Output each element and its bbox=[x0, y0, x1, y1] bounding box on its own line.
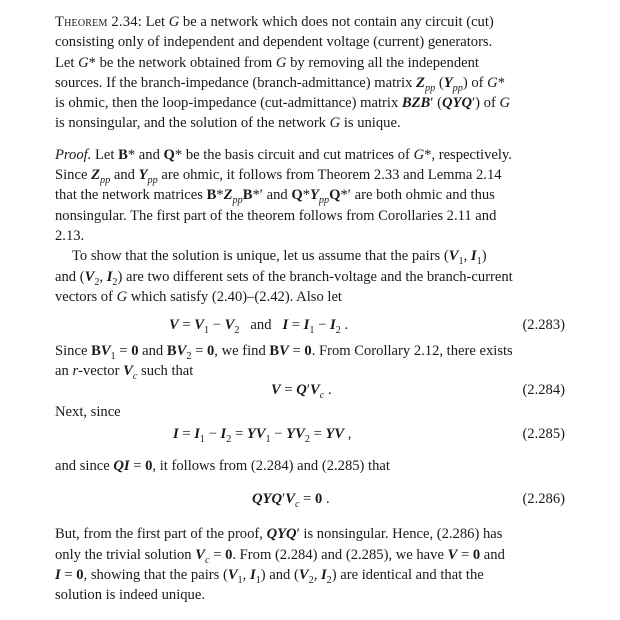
equation-number: (2.283) bbox=[522, 317, 565, 334]
proof-label: Proof. bbox=[55, 146, 92, 163]
proof-line-4: nonsingular. The first part of the theorem follows from Corollaries 2.11 and bbox=[55, 207, 497, 224]
theorem-line-3: Let G* be the network obtained from G by removing all the independent bbox=[55, 54, 479, 71]
equation-2-286 bbox=[55, 476, 565, 518]
equation-expression: $V = V_1 - V_2$ and $I = I_1 - I_2$ . bbox=[169, 317, 349, 337]
equation-expression: $I = I_1 - I_2 = YV_1 - YV_2$ = YV , bbox=[173, 426, 352, 445]
equation-2-283 bbox=[55, 307, 565, 341]
proof-line-2: Since $Z_{pp}$ and $Y_{pp}$ are ohmic, it follows from Theorem 2.33 and Lemma 2.14 bbox=[55, 167, 502, 186]
proof-para5-line-2: only the trivial solution $V_c = 0$. From (2.284) and (2.285), we have V = 0 and bbox=[55, 546, 505, 566]
proof-para5-line-4: solution is indeed unique. bbox=[55, 587, 205, 604]
equation-number: (2.286) bbox=[522, 491, 565, 508]
proof-line-1: Proof. Let B* and Q* be the basis circuit and cut matrices of G*, respectively. bbox=[55, 146, 512, 163]
theorem-label: Theorem 2.34: bbox=[55, 14, 142, 30]
proof-line-3: that the network matrices $B*Z_{pp}B*'$ and $Q*Y_{pp}Q*'$ are both ohmic and thus bbox=[55, 187, 495, 207]
theorem-line-2: consisting only of independent and dependent voltage (current) generators. bbox=[55, 34, 493, 51]
theorem-block bbox=[55, 12, 565, 134]
equation-expression: $QYQ'V_c = 0$ . bbox=[252, 491, 330, 511]
proof-para2-line-2: and ($V_2$, $I_2$) are two different sets of the branch-voltage and the branch-current bbox=[55, 268, 513, 288]
proof-line-5: 2.13. bbox=[55, 227, 85, 244]
proof-para5-line-1: But, from the first part of the proof, QYQ′ is nonsingular. Hence, (2.286) has bbox=[55, 526, 503, 543]
proof-para3-line-1: Since $BV_1 = 0$ and $BV_2 = 0$, we find BV = 0. From Corollary 2.12, there exists bbox=[55, 343, 513, 363]
equation-2-284 bbox=[55, 378, 565, 402]
proof-block bbox=[55, 145, 565, 307]
proof-para2-line-3: vectors of G which satisfy (2.40)–(2.42). Also let bbox=[55, 288, 342, 305]
proof-para4-line-1: and since QI = 0, it follows from (2.284) and (2.285) that bbox=[55, 458, 390, 475]
proof-para5-line-3: I = 0, showing that the pairs ($V_1$, $I_1$) and ($V_2$, $I_2$) are identical and that the bbox=[55, 566, 484, 586]
text-body bbox=[55, 12, 565, 606]
equation-number: (2.285) bbox=[522, 426, 565, 443]
equation-expression: $V = Q'V_c$ . bbox=[271, 381, 332, 401]
theorem-line-4: sources. If the branch-impedance (branch-admittance) matrix $Z_{pp}$ $(Y_{pp})$ of G* bbox=[55, 74, 505, 94]
next-since: Next, since bbox=[55, 403, 121, 420]
theorem-line-1: Theorem 2.34: Let G be a network which does not contain any circuit (cut) bbox=[55, 14, 494, 30]
theorem-line-6: is nonsingular, and the solution of the network G is unique. bbox=[55, 115, 401, 132]
equation-2-285 bbox=[55, 420, 565, 450]
equation-number: (2.284) bbox=[522, 381, 565, 398]
proof-para3-line-2: an r-vector $V_c$ such that bbox=[55, 363, 194, 383]
theorem-line-5: is ohmic, then the loop-impedance (cut-admittance) matrix BZB′ (QYQ′) of G bbox=[55, 95, 511, 112]
proof-para2-line-1: To show that the solution is unique, let us assume that the pairs ($V_1$, $I_1$) bbox=[72, 248, 487, 268]
